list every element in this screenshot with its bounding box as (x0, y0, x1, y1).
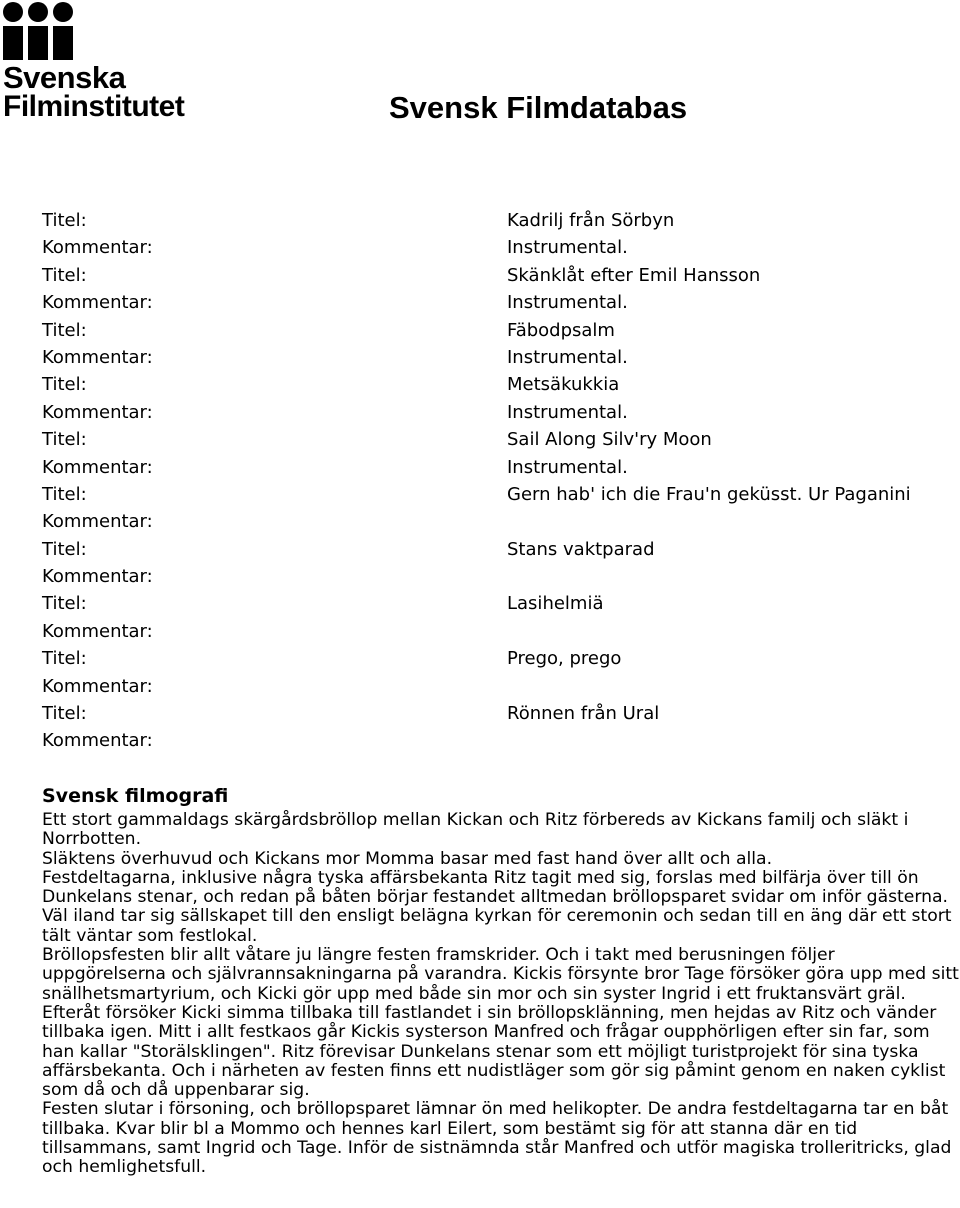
synopsis-paragraph: Bröllopsfesten blir allt våtare ju längre festen framskrider. Och i takt med berusningen följer uppgörelserna och självrannsakningarna på varandra. Kickis försynte bror Tage försöker göra upp med sitt snällhetsmartyrium, och Kicki gör upp med både sin mor och sin syster Ingrid i ett fruktansvärt gräl. Efteråt försöker Kicki simma tillbaka till fastlandet i sin bröllopsklänning, men hejdas av Ritz och vänder tillbaka igen. Mitt i allt festkaos går Kickis systerson Manfred och frågar oupphörligen efter sin far, som han kallar "Storälsklingen". Ritz förevisar Dunkelans stenar som ett möjligt turistprojekt för sina tyska affärsbekanta. Och i närheten av festen finns ett nudistläger som gör sig påmint genom en naken cyklist som då och då uppenbarar sig. (42, 945, 959, 1101)
entry-value: Stans vaktparad (507, 538, 655, 560)
entry-label: Kommentar: (42, 237, 153, 259)
entry-value: Instrumental. (507, 401, 628, 423)
logo-dot (28, 2, 48, 22)
entry-label: Titel: (42, 374, 87, 396)
entry-value: Metsäkukkia (507, 374, 620, 396)
entry-label: Kommentar: (42, 730, 153, 752)
entry-label: Titel: (42, 593, 87, 615)
entry-label: Kommentar: (42, 401, 153, 423)
entry-label: Titel: (42, 264, 87, 286)
entry-value: Kadrilj från Sörbyn (507, 210, 675, 231)
entry-value: Sail Along Silv'ry Moon (507, 429, 712, 451)
section-title: Svensk filmografi (42, 785, 229, 807)
page-title: Svensk Filmdatabas (389, 90, 688, 125)
entry-label: Kommentar: (42, 511, 153, 533)
entry-value: Lasihelmiä (507, 593, 604, 615)
logo-block (28, 26, 48, 60)
entry-value: Rönnen från Ural (507, 703, 660, 725)
entry-label: Kommentar: (42, 292, 153, 314)
entry-value: Instrumental. (507, 237, 628, 259)
entry-label: Titel: (42, 429, 87, 451)
entry-label: Kommentar: (42, 456, 153, 478)
logo-text-line2: Filminstitutet (3, 90, 185, 123)
entry-value: Gern hab' ich die Frau'n geküsst. Ur Paganini (507, 483, 911, 505)
entry-label: Titel: (42, 319, 87, 341)
entry-label: Titel: (42, 210, 87, 231)
entry-value: Instrumental. (507, 346, 628, 368)
synopsis-paragraph: Festen slutar i försoning, och bröllopsparet lämnar ön med helikopter. De andra festdeltagarna tar en båt tillbaka. Kvar blir bl a Mommo och hennes karl Eilert, som bestämt sig för att stanna där en tid tillsammans, samt Ingrid och Tage. Inför de sistnämnda står Manfred och utför magiska trolleritricks, glad och hemlighetsfull. (42, 1099, 952, 1178)
logo-block (3, 26, 23, 60)
entry-value: Fäbodpsalm (507, 319, 615, 341)
synopsis-paragraph: Festdeltagarna, inklusive några tyska affärsbekanta Ritz tagit med sig, forslas med bilfärja över till ön Dunkelans stenar, och redan på båten börjar festandet alltmedan bröllopsparet svidar om inför gästerna. Väl iland tar sig sällskapet till den ensligt belägna kyrkan för ceremonin och sedan till en äng där ett stort tält väntar som festlokal. (42, 867, 952, 946)
entry-label: Kommentar: (42, 566, 153, 588)
synopsis-paragraph: Ett stort gammaldags skärgårdsbröllop mellan Kickan och Ritz förbereds av Kickans familj och släkt i Norrbotten. (42, 810, 909, 850)
entry-label: Titel: (42, 483, 87, 505)
synopsis-paragraph: Släktens överhuvud och Kickans mor Momma basar med fast hand över allt och alla. (42, 848, 773, 869)
entry-value: Instrumental. (507, 292, 628, 314)
entry-label: Kommentar: (42, 675, 153, 697)
entry-value: Prego, prego (507, 648, 622, 670)
entry-label: Titel: (42, 538, 87, 560)
entry-label: Titel: (42, 648, 87, 670)
logo-block (53, 26, 73, 60)
entry-label: Kommentar: (42, 620, 153, 642)
entry-label: Titel: (42, 703, 87, 725)
entry-value: Instrumental. (507, 456, 628, 478)
entry-value: Skänklåt efter Emil Hansson (507, 264, 761, 286)
entry-label: Kommentar: (42, 346, 153, 368)
logo-dot (3, 2, 23, 22)
synopsis (42, 811, 960, 1178)
logo-dot (53, 2, 73, 22)
logo-text-line1: Svenska (3, 60, 126, 95)
svenska-filminstitutet-logo (0, 0, 210, 130)
